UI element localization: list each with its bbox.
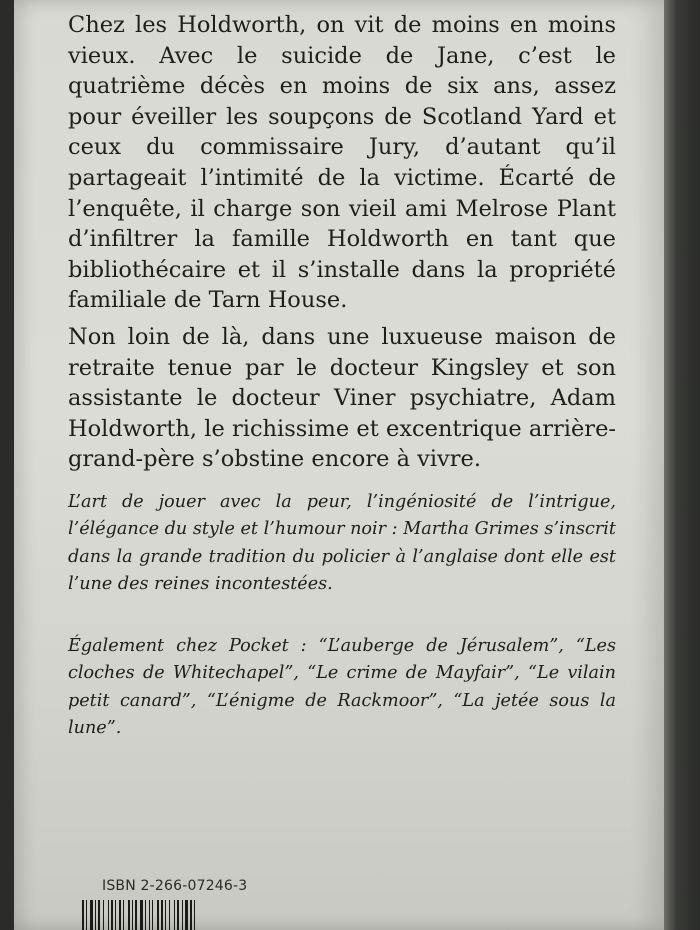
isbn-label: ISBN 2-266-07246-3 [102,878,248,894]
barcode-bar [135,900,137,930]
barcode-bar [111,900,113,930]
barcode-bar [103,900,104,930]
barcode-bar [152,900,153,930]
barcode-bar [123,900,124,930]
barcode-bar [149,900,150,930]
barcode-bar [95,900,96,930]
barcode-bar [98,900,100,930]
barcode-bar [169,900,170,930]
barcode-bar [90,900,93,930]
barcode-bar [132,900,133,930]
also-available-list: Également chez Pocket : “L’auberge de Jérusalem”, “Les cloches de Whitechapel”, “Le crime de Mayfair”, “Le vilain petit canard”, “L’énigme de Rackmoor”, “La jetée sous la lune”. [68,636,616,739]
barcode-bar [190,900,192,930]
barcode-bar [194,900,195,930]
barcode-bar [157,900,159,930]
barcode-bar [119,900,121,930]
synopsis [68,10,616,479]
barcode-bar [140,900,143,930]
barcode-bar [177,900,179,930]
background-edge [664,0,700,930]
barcode-bar [185,900,188,930]
barcode-bar [161,900,163,930]
barcode-bar [174,900,175,930]
barcode-bar [82,900,84,930]
review-quote: L’art de jouer avec la peur, l’ingéniosité de l’intrigue, l’élégance du style et l’humour noir : Martha Grimes s’inscrit dans la grande tradition du policier à l’anglaise dont elle est l’une des reines incontestées. [68,492,616,595]
barcode-bar [115,900,116,930]
barcode-bar [145,900,146,930]
synopsis-paragraph-1: Chez les Holdworth, on vit de moins en moins vieux. Avec le suicide de Jane, c’est le quatrième décès en moins de six ans, assez pour éveiller les soupçons de Scotland Yard et ceux du commissaire Jury, d’autant qu’il partageait l’intimité de la victime. Écarté de l’enquête, il charge son vieil ami Melrose Plant d’infiltrer la famille Holdworth en tant que bibliothécaire et il s’installe dans la propriété familiale de Tarn House. [68,12,616,314]
barcode-bar [182,900,183,930]
synopsis-paragraph-2: Non loin de là, dans une luxueuse maison de retraite tenue par le docteur Kingsley et son assistante le docteur Viner psychiatre, Adam Holdworth, le richissime et excentrique arrière-grand-père s’obstine encore à vivre. [68,323,616,473]
barcode-bar [108,900,109,930]
barcode-bar [128,900,130,930]
barcode-icon [80,900,275,930]
barcode-bar [165,900,166,930]
barcode-bar [86,900,87,930]
